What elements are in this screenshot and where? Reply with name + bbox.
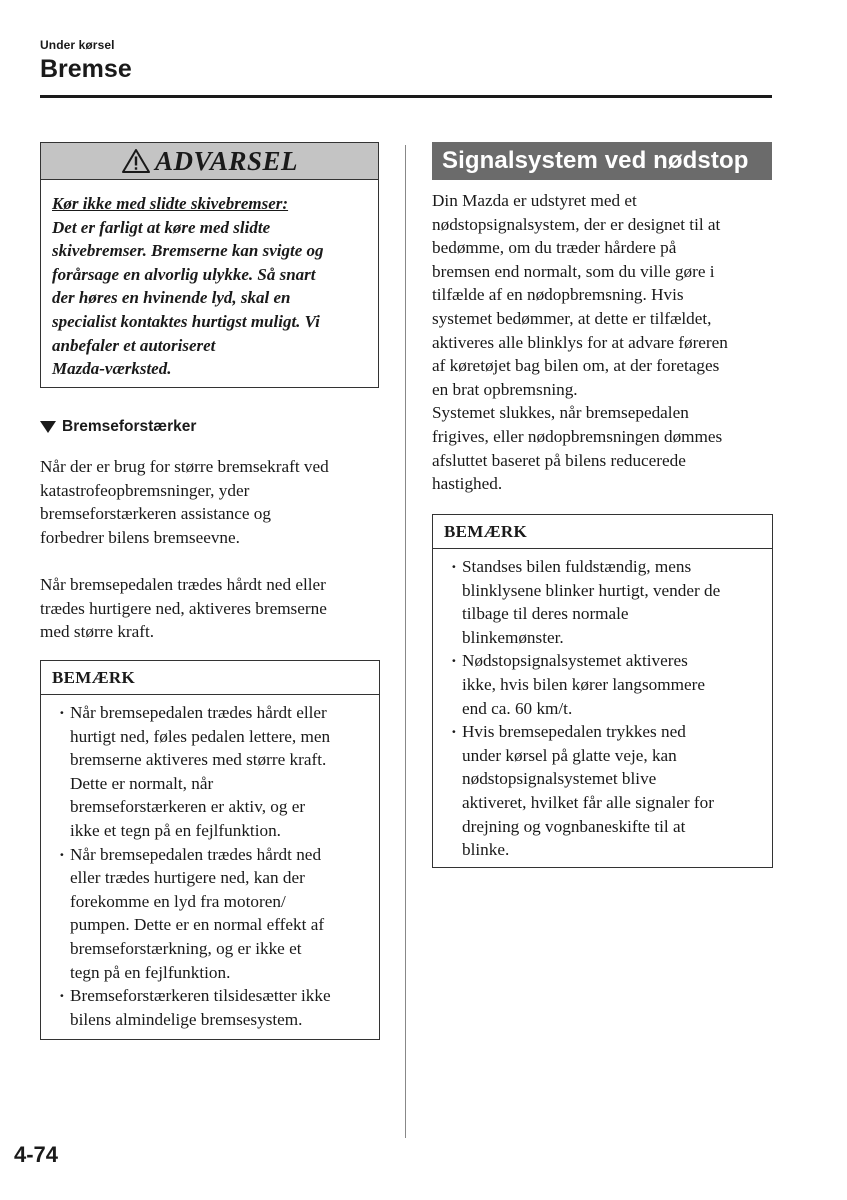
text-line: bremsen end normalt, som du ville gøre i xyxy=(432,261,715,281)
warning-box xyxy=(40,142,379,388)
note-line: drejning og vognbaneskifte til at xyxy=(462,816,686,836)
section-heading: Signalsystem ved nødstop xyxy=(432,142,772,180)
warning-line: specialist kontaktes hurtigst muligt. Vi xyxy=(52,311,320,331)
note-item xyxy=(451,555,764,649)
note-box-signal-system xyxy=(432,514,773,868)
note-box-brake-booster xyxy=(40,660,380,1040)
note-line: · Når bremsepedalen trædes hårdt eller xyxy=(70,703,327,722)
text-line: tilfælde af en nødopbremsning. Hvis xyxy=(432,285,684,305)
note-line: forekomme en lyd fra motoren/ xyxy=(70,891,286,911)
text-line: hastighed. xyxy=(432,474,503,494)
note-line: bremseforstærkeren er aktiv, og er xyxy=(70,797,306,817)
note-line: bremseforstærkning, og er ikke et xyxy=(70,938,302,958)
note-line: · Bremseforstærkeren tilsidesætter ikke xyxy=(70,986,331,1006)
text-line: forbedrer bilens bremseevne. xyxy=(40,527,240,547)
text-line: Systemet slukkes, når bremsepedalen xyxy=(432,403,689,423)
note-line: eller trædes hurtigere ned, kan der xyxy=(70,868,305,888)
note-line: Dette er normalt, når xyxy=(70,773,214,793)
warning-lead: Kør ikke med slidte skivebremser: xyxy=(52,194,289,213)
note-line: · Nødstopsignalsystemet aktiveres xyxy=(462,651,688,671)
note-line: blinklysene blinker hurtigt, vender de xyxy=(462,580,721,600)
text-line: nødstopsignalsystem, der er designet til at xyxy=(432,214,721,234)
warning-triangle-icon xyxy=(121,148,151,174)
brake-booster-paragraph-1 xyxy=(40,455,329,549)
note-line: · Standses bilen fuldstændig, mens xyxy=(462,557,692,576)
warning-header xyxy=(41,143,378,180)
text-line: af køretøjet bag bilen om, at der foretages xyxy=(432,356,720,376)
text-line: afsluttet baseret på bilens reducerede xyxy=(432,450,686,470)
text-line: Når der er brug for større bremsekraft ved xyxy=(40,457,329,476)
warning-line: Det er farligt at køre med slidte xyxy=(52,217,271,237)
column-divider xyxy=(405,145,406,1138)
text-line: Din Mazda er udstyret med et xyxy=(432,191,637,210)
text-line: en brat opbremsning. xyxy=(432,379,578,399)
note-line: hurtigt ned, føles pedalen lettere, men xyxy=(70,726,331,746)
note-line: end ca. 60 km/t. xyxy=(462,698,573,718)
note-item xyxy=(451,649,764,720)
warning-line: Mazda-værksted. xyxy=(52,359,172,379)
section-label: Under kørsel xyxy=(40,38,115,52)
brake-booster-paragraph-2 xyxy=(40,573,327,644)
note-line: nødstopsignalsystemet blive xyxy=(462,769,657,789)
warning-line: skivebremser. Bremserne kan svigte og xyxy=(52,241,324,261)
note-item xyxy=(59,843,371,985)
text-line: bedømme, om du træder hårdere på xyxy=(432,238,677,258)
note-line: blinke. xyxy=(462,840,510,860)
warning-line: forårsage en alvorlig ulykke. Så snart xyxy=(52,264,316,284)
note-line: bilens almindelige bremsesystem. xyxy=(70,1009,303,1029)
note-item xyxy=(59,984,371,1031)
page-number: 4-74 xyxy=(14,1142,59,1167)
warning-line: anbefaler et autoriseret xyxy=(52,335,216,355)
note-line: ikke, hvis bilen kører langsommere xyxy=(462,674,705,694)
note-line: tilbage til deres normale xyxy=(462,604,629,624)
text-line: frigives, eller nødopbremsningen dømmes xyxy=(432,426,723,446)
subheading-label: Bremseforstærker xyxy=(62,418,197,435)
note-list xyxy=(41,695,379,1031)
note-list xyxy=(433,549,772,862)
header-rule xyxy=(40,95,772,98)
note-line: · Når bremsepedalen trædes hårdt ned xyxy=(70,844,322,864)
note-line: pumpen. Dette er en normal effekt af xyxy=(70,915,325,935)
note-item xyxy=(451,720,764,862)
note-line: bremserne aktiveres med større kraft. xyxy=(70,750,327,770)
note-line: ikke et tegn på en fejlfunktion. xyxy=(70,820,281,840)
text-line: systemet bedømmer, at dette er tilfældet, xyxy=(432,308,712,328)
text-line: Når bremsepedalen trædes hårdt ned eller xyxy=(40,575,326,594)
note-line: blinkemønster. xyxy=(462,627,564,647)
note-title: BEMÆRK xyxy=(41,661,379,695)
note-line: aktiveret, hvilket får alle signaler for xyxy=(462,792,714,812)
text-line: aktiveres alle blinklys for at advare føreren xyxy=(432,332,728,352)
triangle-down-icon xyxy=(40,421,56,433)
signal-system-paragraph xyxy=(432,189,728,496)
note-line: under kørsel på glatte veje, kan xyxy=(462,745,677,765)
note-line: tegn på en fejlfunktion. xyxy=(70,962,231,982)
page-title: Bremse xyxy=(40,55,132,83)
text-line: katastrofeopbremsninger, yder xyxy=(40,480,250,500)
text-line: trædes hurtigere ned, aktiveres bremserne xyxy=(40,598,327,618)
note-line: · Hvis bremsepedalen trykkes ned xyxy=(462,722,686,742)
warning-title: ADVARSEL xyxy=(154,145,299,176)
warning-line: der høres en hvinende lyd, skal en xyxy=(52,288,291,308)
subheading-brake-booster xyxy=(40,418,196,436)
text-line: med større kraft. xyxy=(40,622,155,642)
text-line: bremseforstærkeren assistance og xyxy=(40,504,271,524)
note-title: BEMÆRK xyxy=(433,515,772,549)
warning-text xyxy=(41,180,378,381)
note-item xyxy=(59,701,371,843)
